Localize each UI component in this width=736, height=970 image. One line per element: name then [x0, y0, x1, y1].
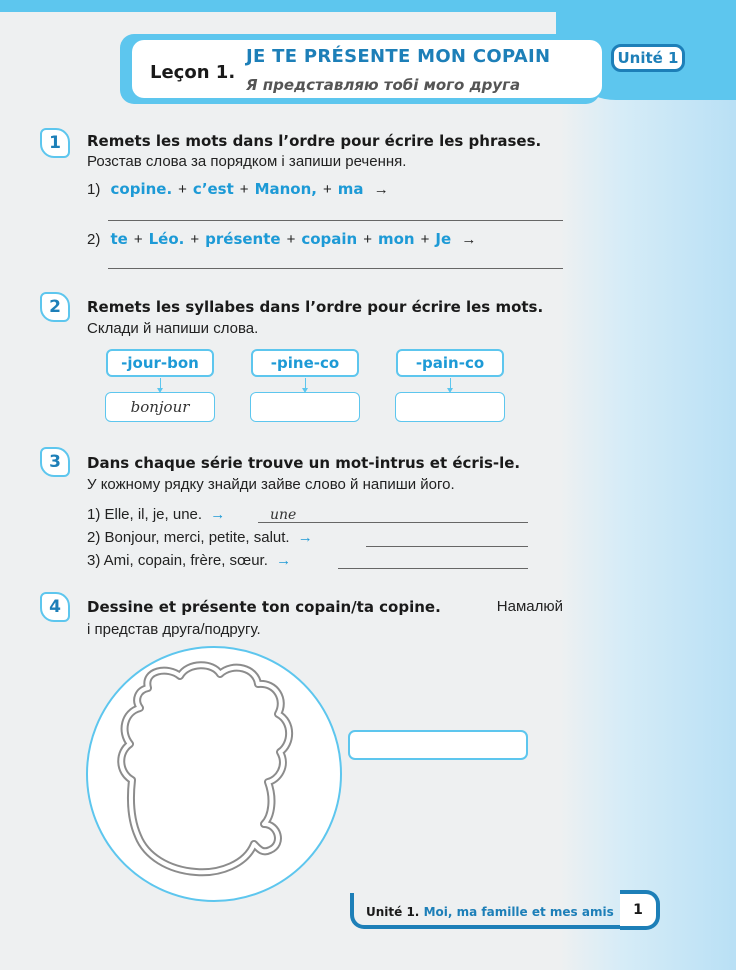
series-text: 3) Ami, copain, frère, sœur. — [87, 552, 268, 569]
page-number: 1 — [620, 890, 660, 930]
word: copain — [301, 230, 358, 248]
page-side-gradient — [560, 0, 736, 970]
answer-line-3-2[interactable] — [366, 546, 528, 547]
word: Léo. — [148, 230, 185, 248]
footer-unit-title — [366, 905, 614, 919]
lesson-title-fr: JE TE PRÉSENTE MON COPAIN — [246, 46, 551, 67]
exercise-1-number: 1 — [40, 128, 70, 158]
exercise-1-row-1 — [87, 180, 389, 198]
exercise-4-instruction-ua-1: Намалюй — [496, 598, 563, 615]
syllable-card-2: -pine-co — [251, 349, 359, 377]
exercise-3-row-3 — [87, 552, 291, 569]
syllable-card-1: -jour-bon — [106, 349, 214, 377]
arrow-right-icon: → — [297, 529, 313, 546]
head-outline-icon — [88, 648, 340, 900]
exercise-3-row-2 — [87, 529, 313, 546]
lesson-title-ua: Я представляю тобі мого друга — [246, 76, 521, 94]
answer-line-3-3[interactable] — [338, 568, 528, 569]
series-text: 2) Bonjour, merci, petite, salut. — [87, 529, 290, 546]
plus-sign: + — [363, 231, 372, 248]
plus-sign: + — [178, 181, 187, 198]
drawing-circle[interactable] — [86, 646, 342, 902]
exercise-4-instruction-fr: Dessine et présente ton copain/ta copine. — [87, 598, 441, 616]
intrus-answer-1[interactable]: une — [270, 507, 297, 523]
plus-sign: + — [322, 181, 332, 198]
word: mon — [378, 230, 415, 248]
footer-title: Moi, ma famille et mes amis — [423, 905, 614, 919]
plus-sign: + — [133, 231, 143, 248]
word: c’est — [192, 180, 234, 198]
lesson-number: Leçon 1. — [150, 62, 236, 83]
exercise-1-instruction-ua: Розстав слова за порядком і запиши речення. — [87, 153, 407, 170]
arrow-right-icon: → — [373, 181, 389, 198]
answer-line-3-1[interactable] — [258, 522, 528, 523]
exercise-4-instruction-ua-2: і представ друга/подругу. — [87, 621, 261, 638]
plus-sign: + — [286, 231, 296, 248]
unit-badge: Unité 1 — [611, 44, 685, 72]
exercise-4-number: 4 — [40, 592, 70, 622]
word: copine. — [110, 180, 173, 198]
plus-sign: + — [239, 181, 249, 198]
arrow-down-icon — [305, 378, 306, 390]
answer-line-1[interactable] — [108, 220, 563, 221]
word: te — [110, 230, 128, 248]
exercise-3-instruction-ua: У кожному рядку знайди зайве слово й напиши його. — [87, 476, 455, 493]
word: présente — [205, 230, 281, 248]
arrow-down-icon — [450, 378, 451, 390]
word-answer-box-1[interactable]: bonjour — [105, 392, 215, 422]
word: Je — [435, 230, 452, 248]
name-input-box[interactable] — [348, 730, 528, 760]
exercise-3-number: 3 — [40, 447, 70, 477]
arrow-right-icon: → — [276, 552, 292, 569]
row-number: 2) — [87, 231, 101, 248]
series-text: 1) Elle, il, je, une. — [87, 506, 203, 523]
exercise-4-instruction — [87, 598, 563, 616]
exercise-2-instruction-ua: Склади й напиши слова. — [87, 320, 259, 337]
plus-sign: + — [190, 231, 200, 248]
word-answer-box-2[interactable] — [250, 392, 360, 422]
exercise-2-number: 2 — [40, 292, 70, 322]
exercise-1-instruction-fr: Remets les mots dans l’ordre pour écrire les phrases. — [87, 132, 542, 150]
exercise-1-row-2 — [87, 230, 476, 248]
arrow-right-icon: → — [461, 231, 477, 248]
footer-unit: Unité 1. — [366, 905, 420, 919]
word-answer-box-3[interactable] — [395, 392, 505, 422]
exercise-3-row-1 — [87, 506, 225, 523]
row-number: 1) — [87, 181, 101, 198]
word: ma — [337, 180, 364, 198]
plus-sign: + — [420, 231, 430, 248]
arrow-right-icon: → — [210, 506, 226, 523]
syllable-card-3: -pain-co — [396, 349, 504, 377]
exercise-2-instruction-fr: Remets les syllabes dans l’ordre pour écrire les mots. — [87, 298, 544, 316]
arrow-down-icon — [160, 378, 161, 390]
answer-line-2[interactable] — [108, 268, 563, 269]
word: Manon, — [254, 180, 317, 198]
exercise-3-instruction-fr: Dans chaque série trouve un mot-intrus et écris-le. — [87, 454, 521, 472]
